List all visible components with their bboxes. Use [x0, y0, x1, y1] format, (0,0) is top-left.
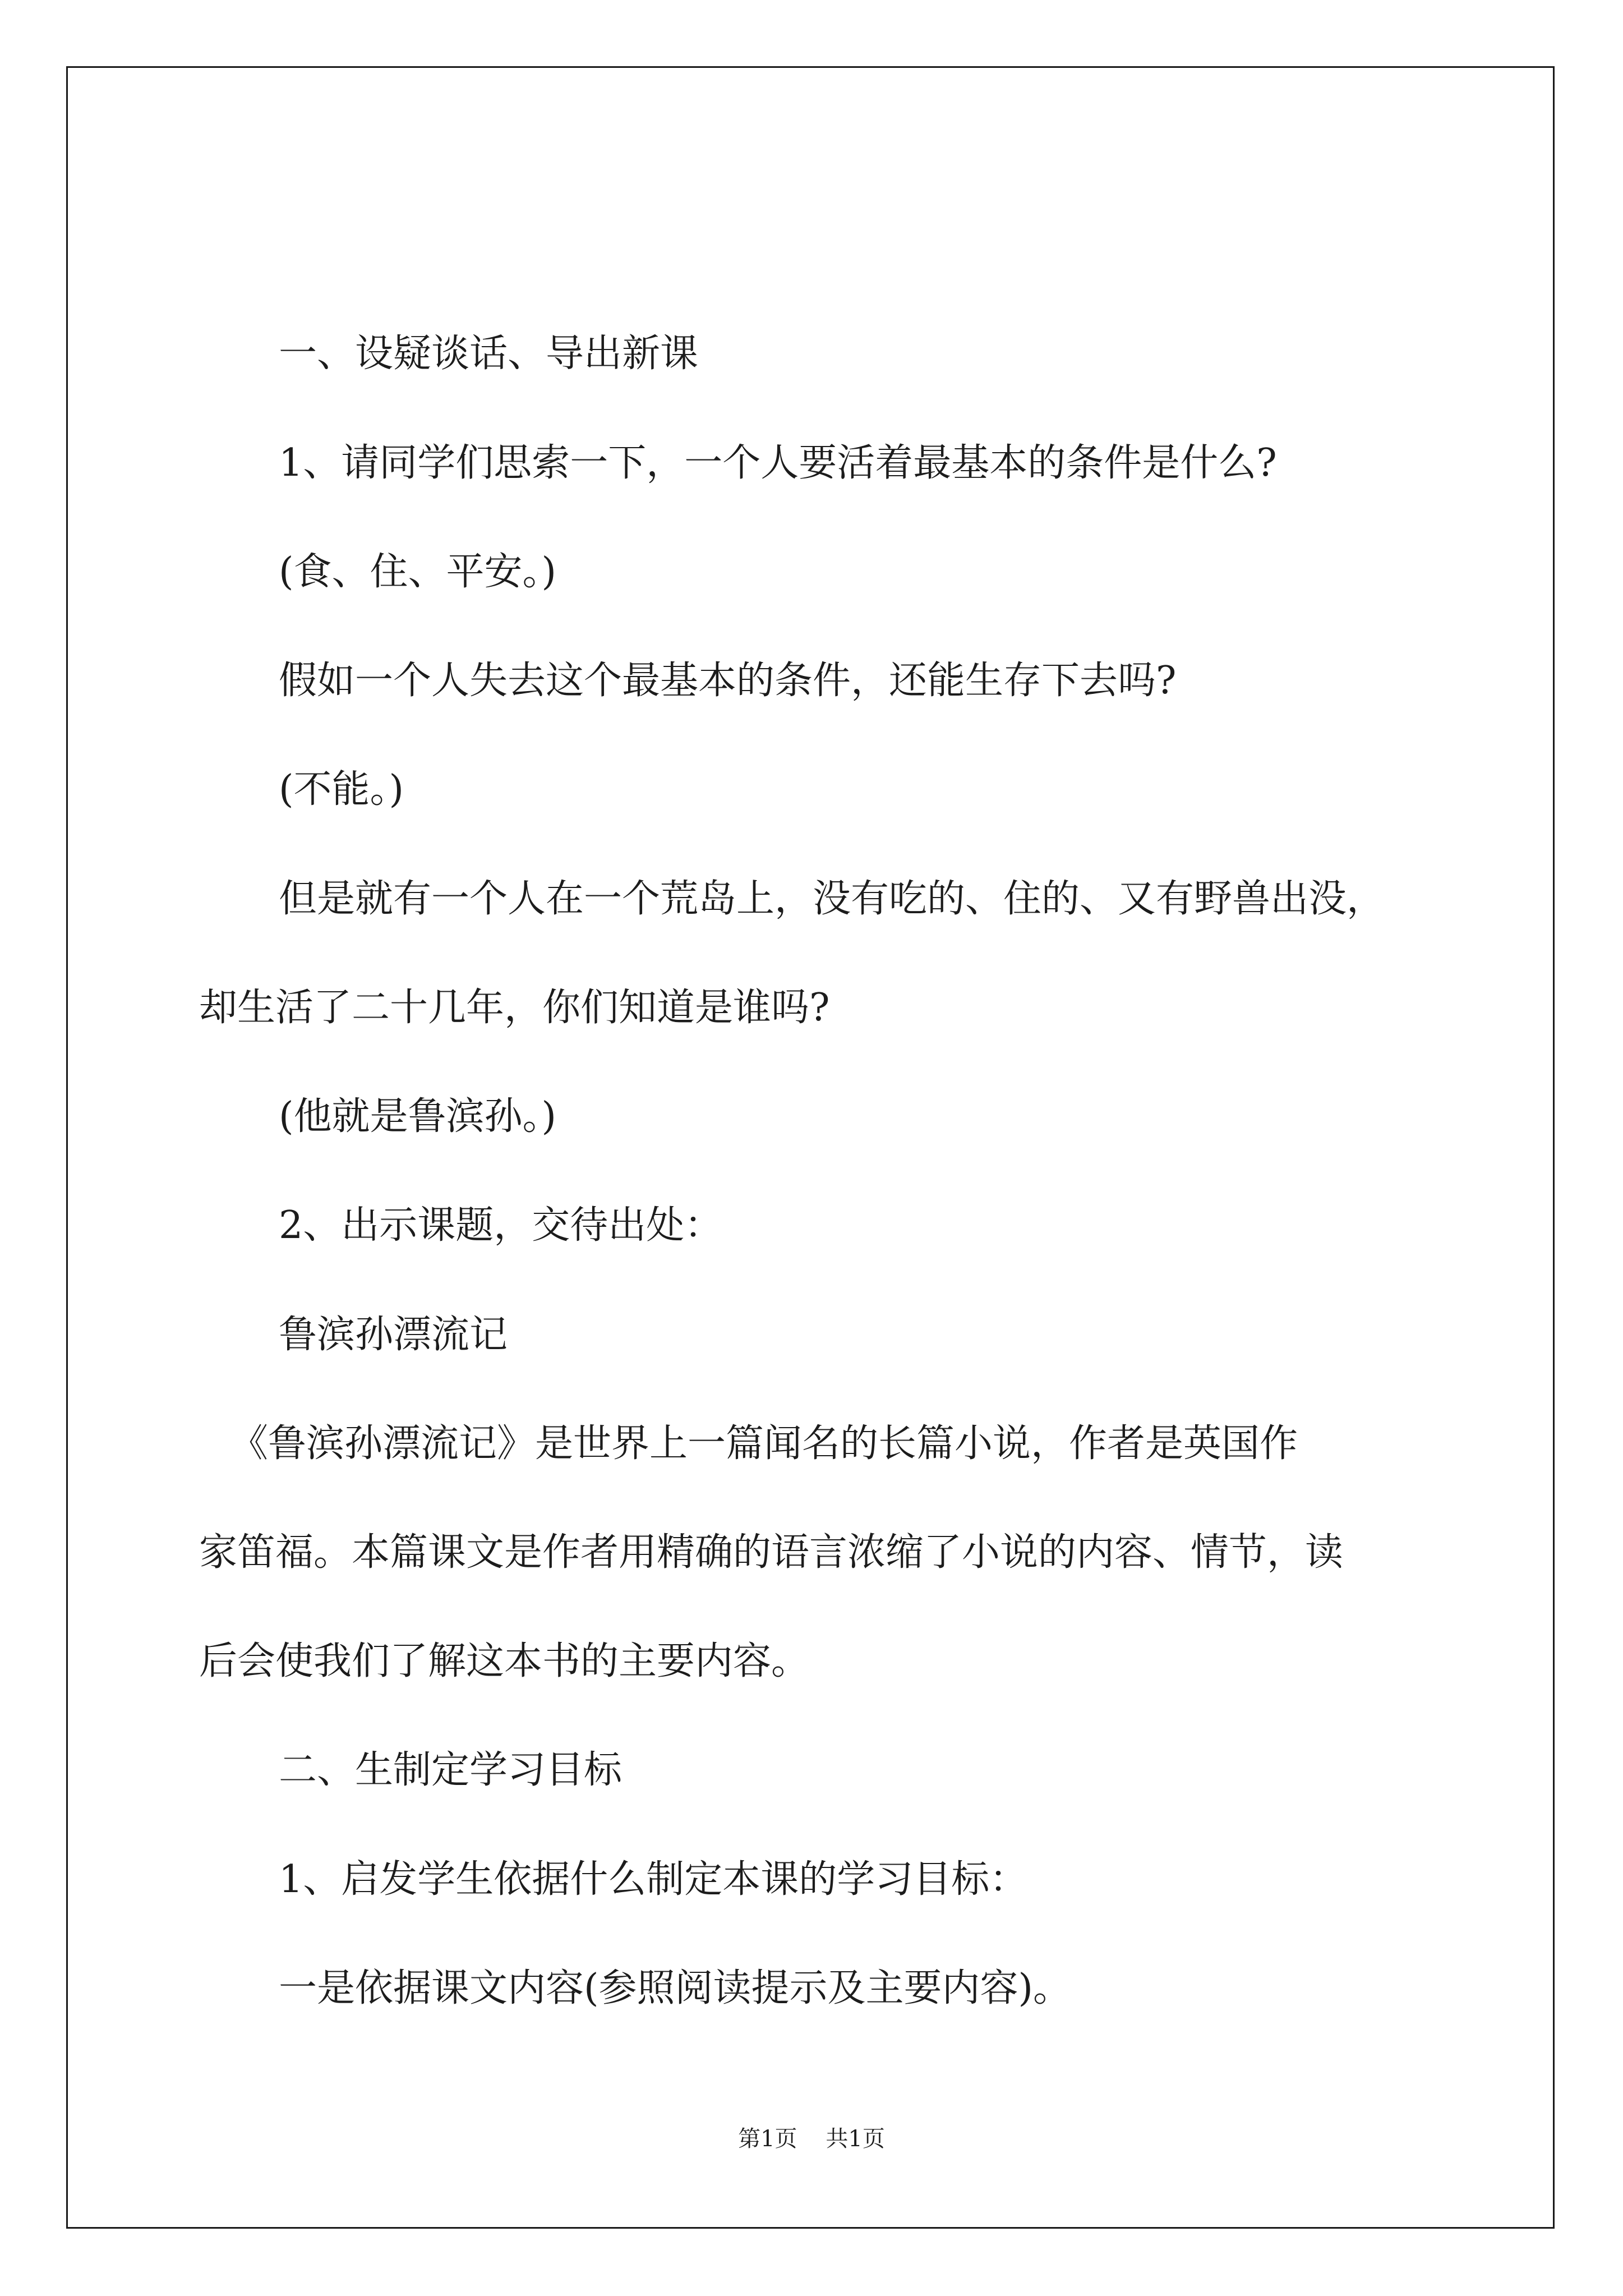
- paragraph-continuation: 家笛福。本篇课文是作者用精确的语言浓缩了小说的内容、情节，读: [199, 1530, 1344, 1575]
- page-footer: [0, 2123, 1623, 2155]
- lesson-title: 鲁滨孙漂流记: [279, 1313, 508, 1357]
- paragraph: 1、启发学生依据什么制定本课的学习目标：: [279, 1857, 1028, 1902]
- paragraph: 但是就有一个人在一个荒岛上，没有吃的、住的、又有野兽出没，: [279, 877, 1385, 921]
- paragraph-continuation: 却生活了二十几年，你们知道是谁吗?: [199, 986, 830, 1030]
- paragraph: 《鲁滨孙漂流记》是世界上一篇闻名的长篇小说，作者是英国作: [230, 1421, 1298, 1466]
- paragraph: (他就是鲁滨孙。): [279, 1094, 557, 1139]
- paragraph: 一是依据课文内容(参照阅读提示及主要内容)。: [279, 1966, 1072, 2010]
- paragraph: (不能。): [279, 767, 404, 812]
- section-heading-1: 一、设疑谈话、导出新课: [279, 332, 699, 376]
- page-number: 第1页: [738, 2126, 797, 2152]
- paragraph-continuation: 后会使我们了解这本书的主要内容。: [199, 1639, 810, 1683]
- paragraph: 2、出示课题，交待出处：: [279, 1203, 723, 1248]
- paragraph: (食、住、平安。): [279, 550, 557, 594]
- paragraph: 假如一个人失去这个最基本的条件，还能生存下去吗?: [279, 659, 1177, 703]
- section-heading-2: 二、生制定学习目标: [279, 1748, 623, 1792]
- page-total: 共1页: [826, 2126, 885, 2152]
- paragraph: 1、请同学们思索一下，一个人要活着最基本的条件是什么?: [279, 441, 1277, 485]
